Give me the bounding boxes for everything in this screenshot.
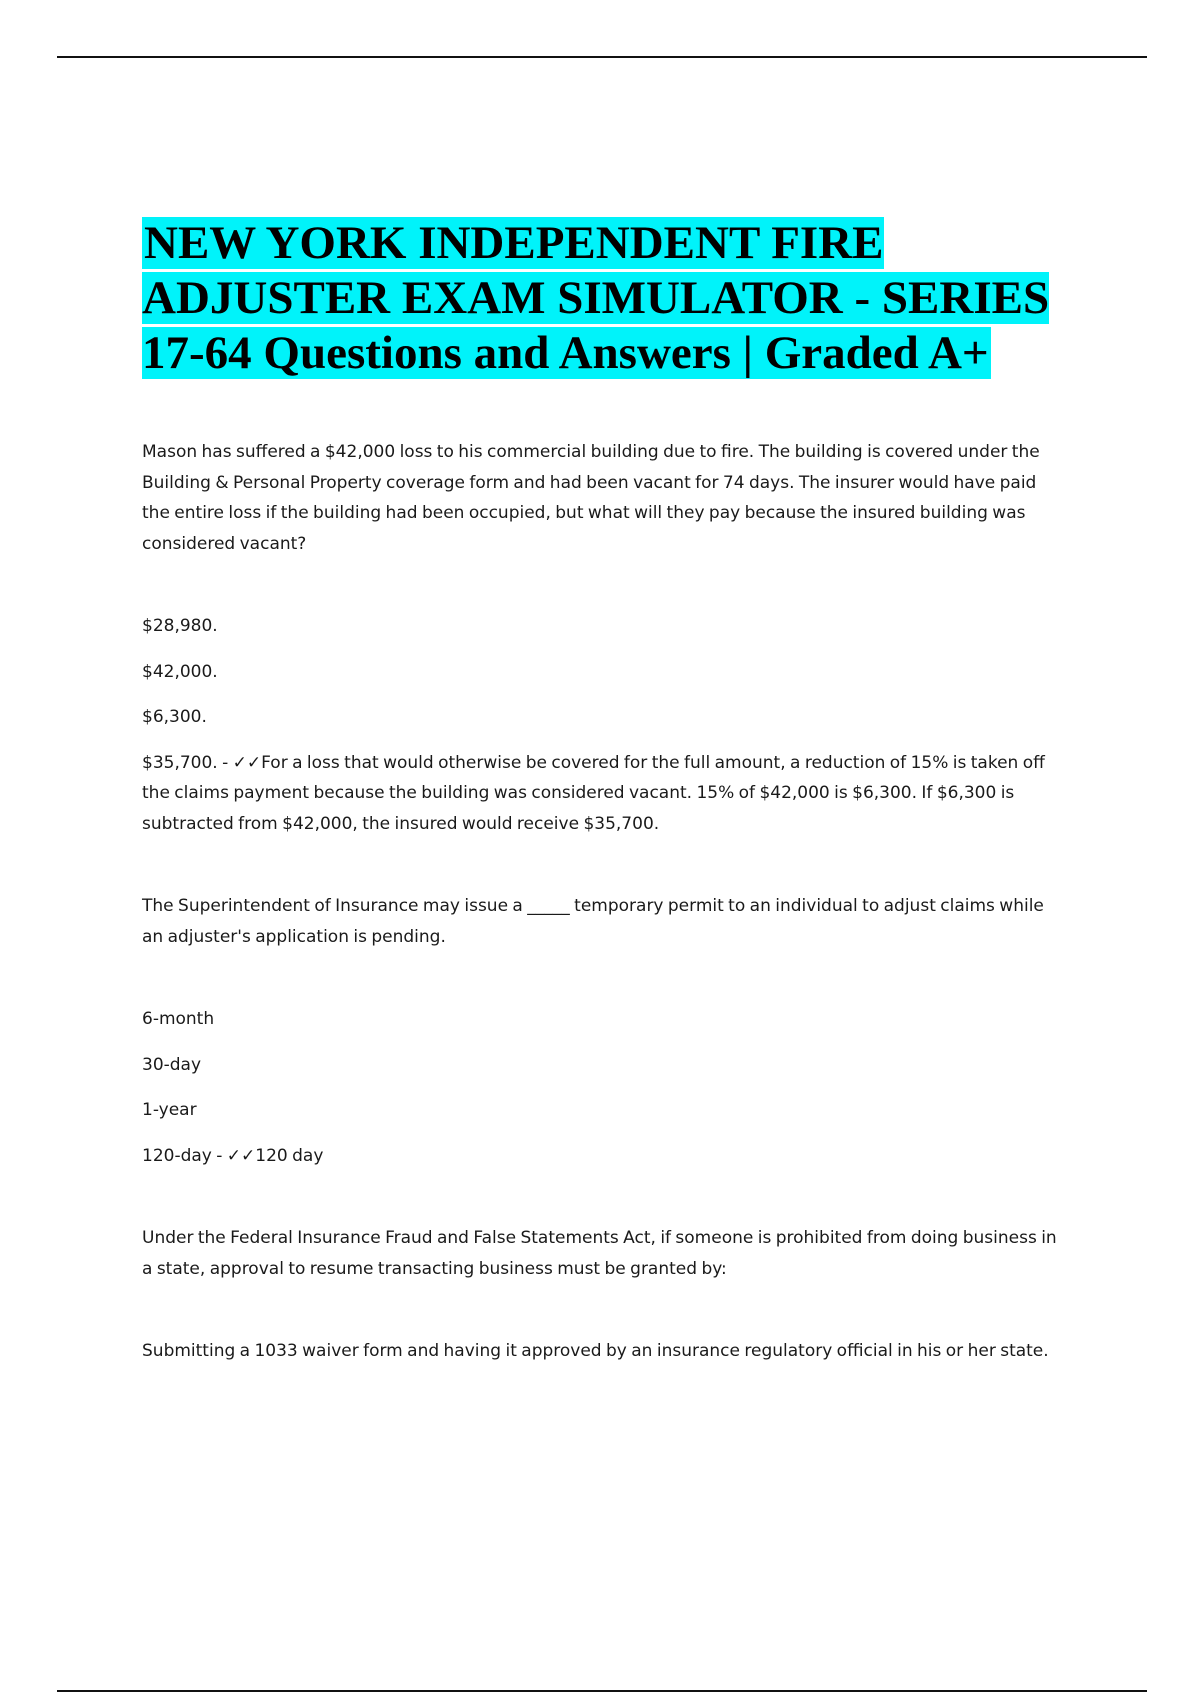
correct-answer: 120-day - ✓✓120 day <box>142 1145 324 1166</box>
question-text: The Superintendent of Insurance may issue a _____ temporary permit to an individual to adjust claims while an adjuster's application is pending. <box>142 896 1044 947</box>
question-text: Mason has suffered a $42,000 loss to his commercial building due to fire. The building is covered under the Building & Personal Property coverage form and had been vacant for 74 days. The insurer would have paid the entire loss if the building had been occupied, but what will they pay because the insured building was considered vacant? <box>142 442 1040 554</box>
document-body <box>142 216 1062 1419</box>
question-block-2 <box>142 891 1062 1171</box>
answer-option: 6-month <box>142 1009 215 1029</box>
answer-option: 30-day <box>142 1054 202 1075</box>
title-highlight: NEW YORK INDEPENDENT FIRE ADJUSTER EXAM SIMULATOR - SERIES 17-64 Questions and Answers | Graded A+ <box>142 217 1050 379</box>
answer-option: $28,980. <box>142 616 218 636</box>
correct-answer: $35,700. - ✓✓For a loss that would otherwise be covered for the full amount, a reduction of 15% is taken off the claims payment because the building was considered vacant. 15% of $42,000 is $6,300. If $6,300 is subtracted from $42,000, the insured would receive $35,700. <box>142 752 1045 834</box>
question-block-1 <box>142 437 1062 839</box>
document-title <box>142 216 1062 381</box>
answer-option: $42,000. <box>142 661 218 682</box>
correct-answer: Submitting a 1033 waiver form and having it approved by an insurance regulatory official in his or her state. <box>142 1341 1049 1361</box>
bottom-rule <box>57 1690 1147 1692</box>
answer-option: $6,300. <box>142 707 207 727</box>
question-text: Under the Federal Insurance Fraud and False Statements Act, if someone is prohibited from doing business in a state, approval to resume transacting business must be granted by: <box>142 1228 1057 1279</box>
top-rule <box>57 56 1147 58</box>
question-block-3 <box>142 1223 1062 1367</box>
answer-option: 1-year <box>142 1100 197 1120</box>
